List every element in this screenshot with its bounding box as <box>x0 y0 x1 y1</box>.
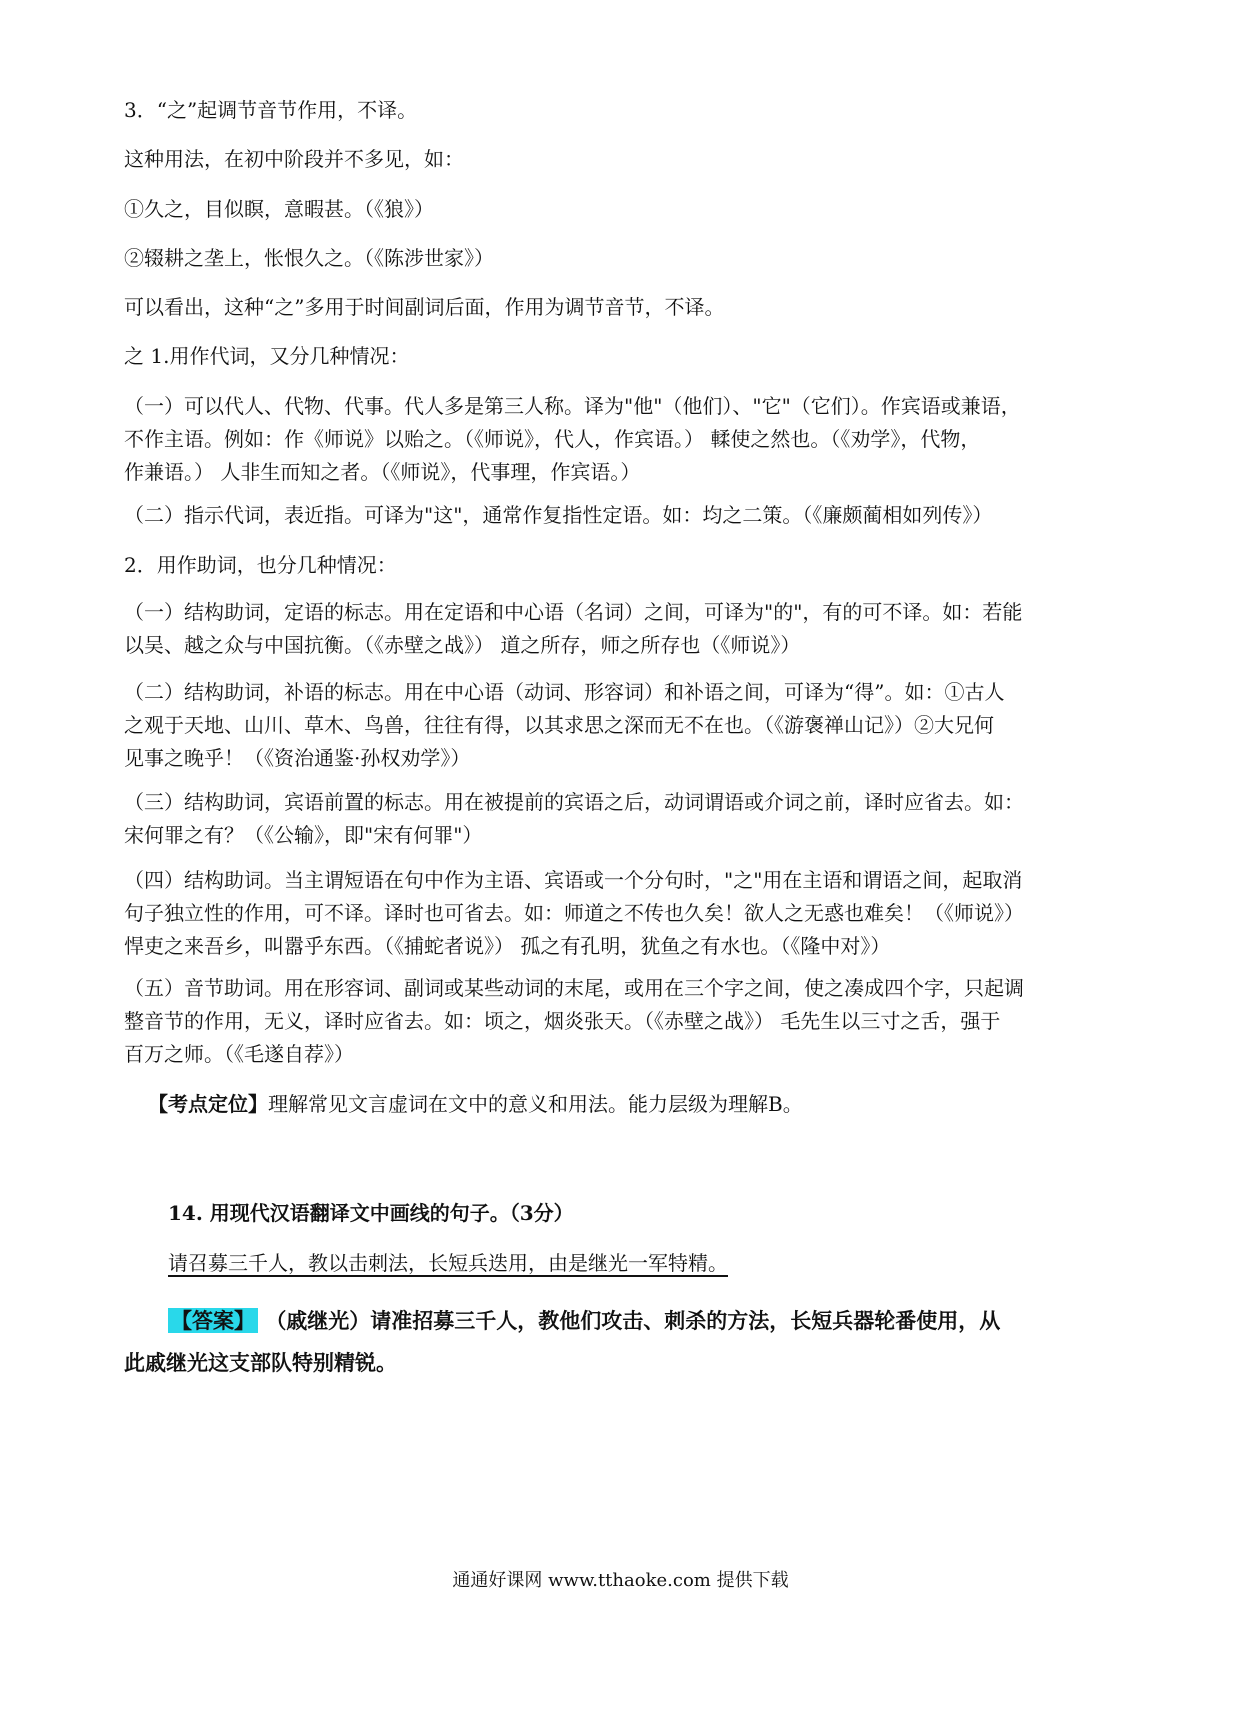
para-line: 作兼语。） 人非生而知之者。（《师说》，代事理，作宾语。） <box>124 460 641 484</box>
line-1: 3．“之”起调节音节作用，不译。 <box>124 98 418 122</box>
line-6: 之 1.用作代词，又分几种情况： <box>124 344 410 368</box>
paragraph-particle-four <box>124 864 1124 963</box>
paragraph-pronoun-two <box>124 499 1124 532</box>
para-line: 百万之师。（《毛遂自荐》） <box>124 1042 354 1066</box>
paragraph-pronoun-one <box>124 390 1124 489</box>
para-line: （二）指示代词，表近指。可译为"这"，通常作复指性定语。如：均之二策。（《廉颇蔺相如列传》） <box>124 503 993 527</box>
para-line: （三）结构助词，宾语前置的标志。用在被提前的宾语之后，动词谓语或介词之前，译时应省去。如： <box>124 790 1024 814</box>
answer-line-1 <box>124 1300 1134 1342</box>
answer-block <box>124 1300 1134 1384</box>
para-line: 不作主语。例如：作《师说》以贻之。（《师说》，代人，作宾语。） 輮使之然也。（《劝学》，代物， <box>124 427 981 451</box>
para-line: （一）结构助词，定语的标志。用在定语和中心语（名词）之间，可译为"的"，有的可不译。如：若能 <box>124 600 1023 624</box>
answer-text-1: （戚继光）请准招募三千人，教他们攻击、刺杀的方法，长短兵器轮番使用，从 <box>265 1308 1001 1333</box>
para-line: 整音节的作用，无义，译时应省去。如：顷之，烟炎张天。（《赤壁之战》） 毛先生以三寸之舌，强于 <box>124 1009 1001 1033</box>
para-line: 句子独立性的作用，可不译。译时也可省去。如：师道之不传也久矣！欲人之无惑也难矣！（《师说》） <box>124 901 1024 925</box>
para-line: 悍吏之来吾乡，叫嚣乎东西。（《捕蛇者说》） 孤之有孔明，犹鱼之有水也。（《隆中对》） <box>124 934 891 958</box>
line-3: ①久之，目似瞑，意暇甚。（《狼》） <box>124 197 434 221</box>
para-line: 2．用作助词，也分几种情况： <box>124 553 397 577</box>
paragraph-particle-five <box>124 972 1124 1071</box>
kaodian-text: 理解常见文言虚词在文中的意义和用法。能力层级为理解B。 <box>268 1092 803 1116</box>
para-line: 见事之晚乎！（《资治通鉴·孙权劝学》） <box>124 746 471 770</box>
para-line: 以吴、越之众与中国抗衡。（《赤壁之战》） 道之所存，师之所存也（《师说》） <box>124 633 801 657</box>
para-line: 之观于天地、山川、草木、鸟兽，往往有得，以其求思之深而无不在也。（《游褒禅山记》）②大兄何 <box>124 713 994 737</box>
paragraph-particle-two <box>124 676 1124 775</box>
para-line: （二）结构助词，补语的标志。用在中心语（动词、形容词）和补语之间，可译为“得”。如：①古人 <box>124 680 1005 704</box>
footer: 通通好课网 www.tthaoke.com 提供下载 <box>452 1570 789 1591</box>
question-14: 14. 用现代汉语翻译文中画线的句子。（3分） <box>168 1201 574 1225</box>
para-line: （一）可以代人、代物、代事。代人多是第三人称。译为"他"（他们）、"它"（它们）。作宾语或兼语， <box>124 394 1021 418</box>
answer-line-2: 此戚继光这支部队特别精锐。 <box>124 1350 397 1375</box>
para-line: （四）结构助词。当主谓短语在句中作为主语、宾语或一个分句时，"之"用在主语和谓语之间，起取消 <box>124 868 1023 892</box>
paragraph-particle-one <box>124 596 1124 662</box>
line-5: 可以看出，这种“之”多用于时间副词后面，作用为调节音节，不译。 <box>124 295 725 319</box>
line-4: ②辍耕之垄上，怅恨久之。（《陈涉世家》） <box>124 246 494 270</box>
paragraph-particle-heading <box>124 549 1124 582</box>
para-line: 宋何罪之有？（《公输》，即"宋有何罪"） <box>124 823 483 847</box>
kaodian-line <box>148 1088 1148 1120</box>
paragraph-particle-three <box>124 786 1124 852</box>
line-2: 这种用法，在初中阶段并不多见，如： <box>124 147 464 171</box>
para-line: （五）音节助词。用在形容词、副词或某些动词的末尾，或用在三个字之间，使之凑成四个字，只起调 <box>124 976 1024 1000</box>
answer-tag: 【答案】 <box>168 1308 258 1333</box>
underlined-sentence: 请召募三千人，教以击刺法，长短兵迭用，由是继光一军特精。 <box>168 1251 728 1275</box>
kaodian-label: 【考点定位】 <box>148 1092 268 1116</box>
